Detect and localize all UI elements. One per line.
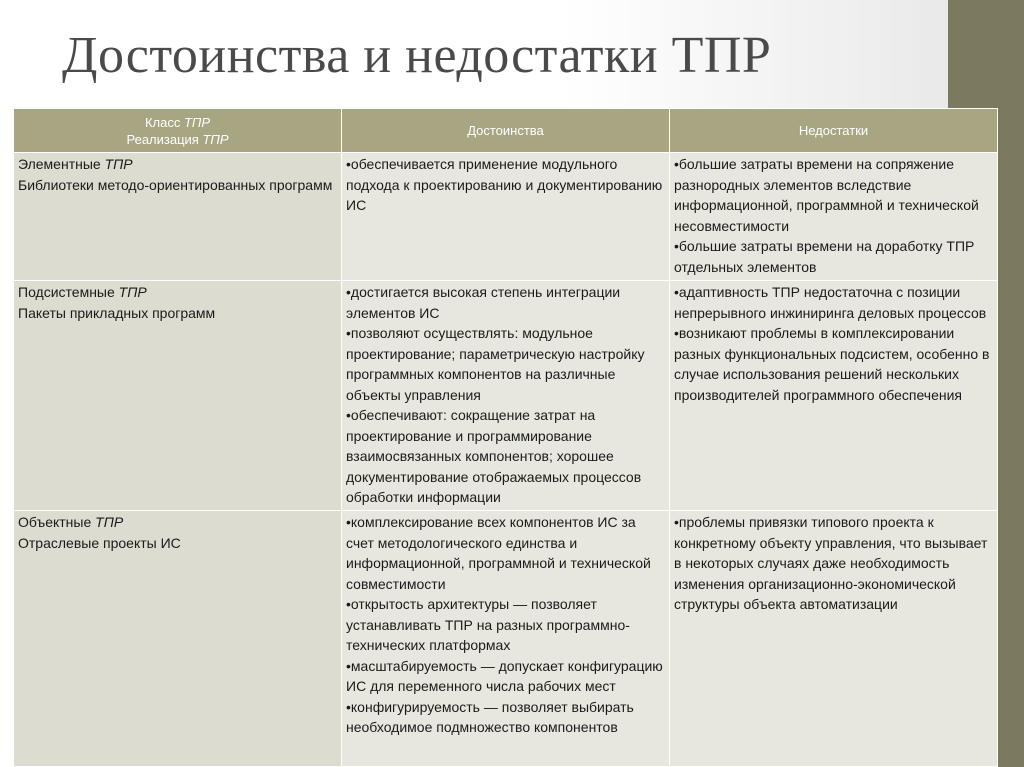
implementation-name: Пакеты прикладных программ <box>18 304 216 321</box>
disadvantages-cell <box>670 511 998 767</box>
class-name: Элементные ТПР <box>18 156 133 172</box>
advantage-item: •обеспечивают: сокращение затрат на проектирование и программирование взаимосвязанных компонентов; хорошее документирование отображаемых процессов обработки информации <box>346 407 642 505</box>
advantages-cell <box>342 281 670 511</box>
header-class-implementation <box>14 109 342 153</box>
disadvantages-cell <box>670 153 998 281</box>
advantage-item: •обеспечивается применение модульного подхода к проектированию и документированию ИС <box>346 156 663 213</box>
advantage-item: •масштабируемость — допускает конфигурацию ИС для переменного числа рабочих мест <box>346 657 663 694</box>
comparison-table <box>13 108 998 767</box>
implementation-name: Отраслевые проекты ИС <box>18 534 181 551</box>
disadvantage-item: •большие затраты времени на сопряжение разнородных элементов вследствие информационной, программной и технической несовместимости <box>674 156 979 234</box>
slide-title: Достоинства и недостатки ТПР <box>62 27 772 84</box>
table-header-row <box>14 109 998 153</box>
disadvantage-item: •большие затраты времени на доработку ТПР отдельных элементов <box>674 238 975 275</box>
table-row <box>14 153 998 281</box>
disadvantage-item: •проблемы привязки типового проекта к конкретному объекту управления, что вызывает в некоторых случаях даже необходимость изменения организационно-экономической структуры объекта автоматизации <box>674 514 988 612</box>
advantage-item: •открытость архитектуры — позволяет устанавливать ТПР на разных программно-технических платформах <box>346 596 630 653</box>
advantages-cell <box>342 153 670 281</box>
advantage-item: •комплексирование всех компонентов ИС за счет методологического единства и информационной, программной и технической совместимости <box>346 514 651 592</box>
disadvantages-cell <box>670 281 998 511</box>
header-disadvantages: Недостатки <box>670 109 998 153</box>
table-row <box>14 281 998 511</box>
implementation-name: Библиотеки методо-ориентированных программ <box>18 176 333 193</box>
advantage-item: •конфигурируемость — позволяет выбирать необходимое подмножество компонентов <box>346 698 634 735</box>
class-cell <box>14 153 342 281</box>
header-implementation-line: Реализация ТПР <box>126 131 229 147</box>
header-class-line: Класс ТПР <box>144 114 211 130</box>
table-row <box>14 511 998 767</box>
class-name: Объектные ТПР <box>18 514 124 530</box>
advantages-cell <box>342 511 670 767</box>
header-advantages: Достоинства <box>342 109 670 153</box>
advantage-item: •позволяют осуществлять: модульное проектирование; параметрическую настройку программных компонентов на различные объекты управления <box>346 325 645 403</box>
disadvantage-item: •возникают проблемы в комплексировании разных функциональных подсистем, особенно в случае использования решений нескольких производителей программного обеспечения <box>674 325 990 403</box>
class-cell <box>14 511 342 767</box>
disadvantage-item: •адаптивность ТПР недостаточна с позиции непрерывного инжиниринга деловых процессов <box>674 284 987 321</box>
class-cell <box>14 281 342 511</box>
class-name: Подсистемные ТПР <box>18 284 147 300</box>
advantage-item: •достигается высокая степень интеграции элементов ИС <box>346 284 621 321</box>
